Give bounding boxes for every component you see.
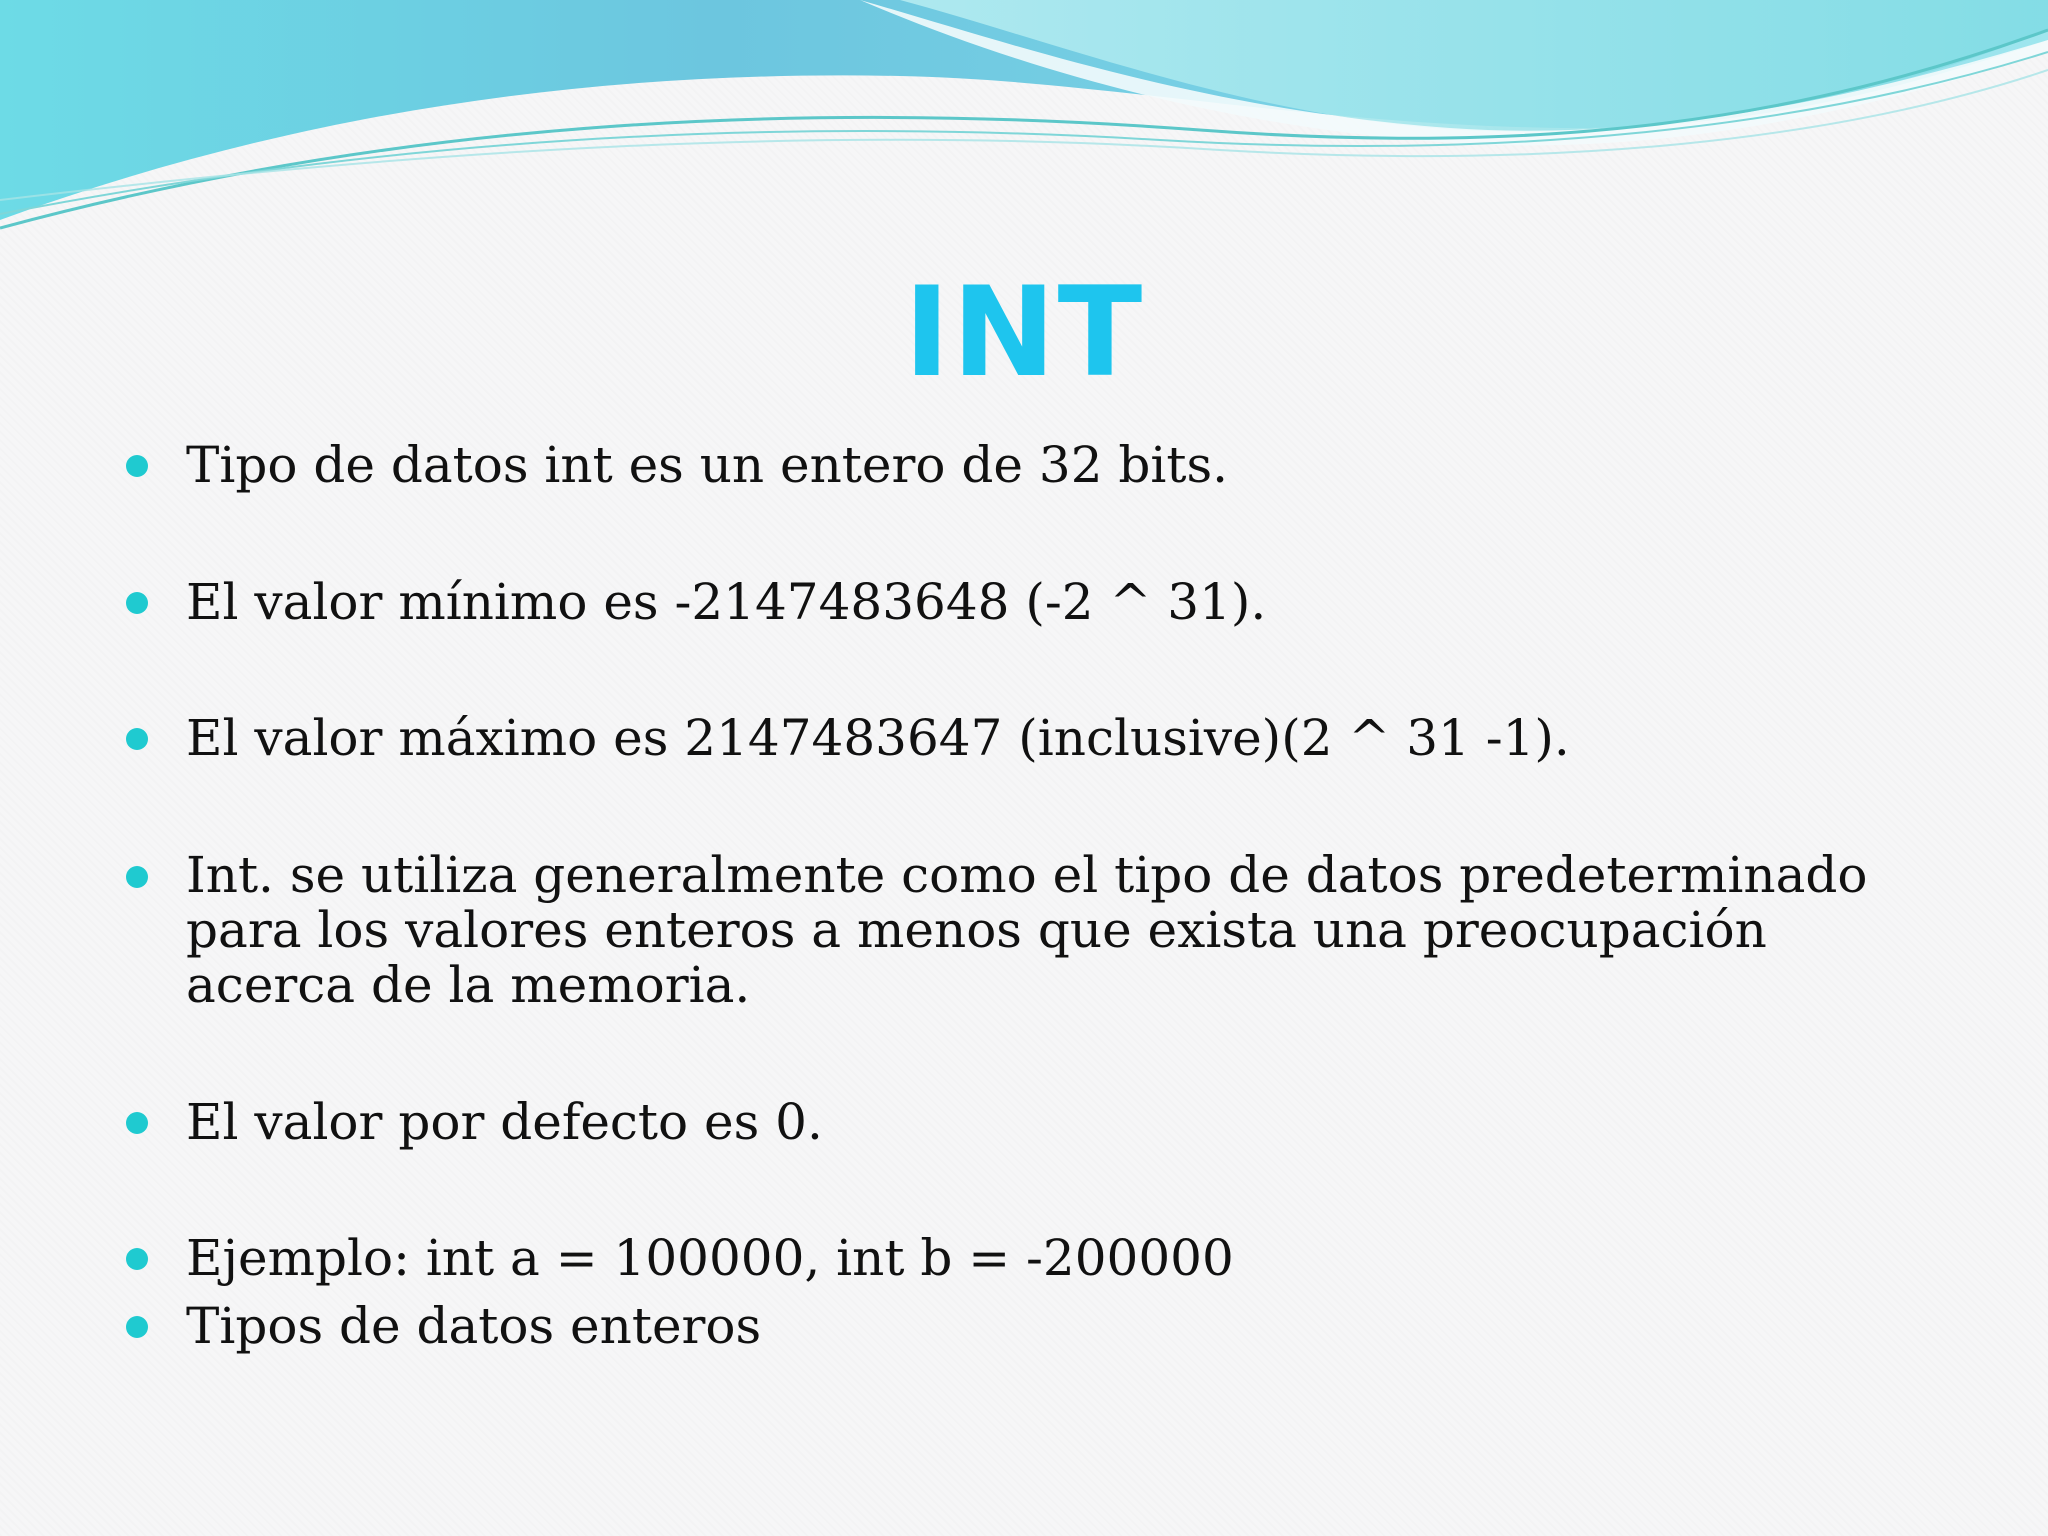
bullet-text: El valor mínimo es -2147483648 (-2 ^ 31). xyxy=(186,573,1267,631)
bullet-dot-icon xyxy=(126,592,148,614)
bullet-dot-icon xyxy=(126,1248,148,1270)
bullet-item xyxy=(186,1230,1946,1286)
bullet-dot-icon xyxy=(126,728,148,750)
bullet-dot-icon xyxy=(126,866,148,888)
bullet-text: Ejemplo: int a = 100000, int b = -200000 xyxy=(186,1229,1234,1287)
bullet-text: El valor máximo es 2147483647 (inclusive)(2 ^ 31 -1). xyxy=(186,709,1570,767)
bullet-dot-icon xyxy=(126,1316,148,1338)
bullet-text: Tipo de datos int es un entero de 32 bits. xyxy=(186,436,1229,494)
bullet-item xyxy=(186,574,1946,630)
bullet-text: Tipos de datos enteros xyxy=(186,1297,762,1355)
bullet-item xyxy=(186,437,1946,493)
bullet-text: Int. se utiliza generalmente como el tipo de datos predeterminado para los valores enteros a menos que exista una preocupación acerca de la memoria. xyxy=(186,846,1868,1014)
bullet-dot-icon xyxy=(126,1112,148,1134)
bullet-item xyxy=(186,1298,1946,1354)
bullet-text: El valor por defecto es 0. xyxy=(186,1093,823,1151)
bullet-item xyxy=(186,848,1946,1013)
slide-title: INT xyxy=(903,261,1145,405)
bullet-item xyxy=(186,1094,1946,1150)
bullet-dot-icon xyxy=(126,455,148,477)
bullet-item xyxy=(186,710,1946,766)
